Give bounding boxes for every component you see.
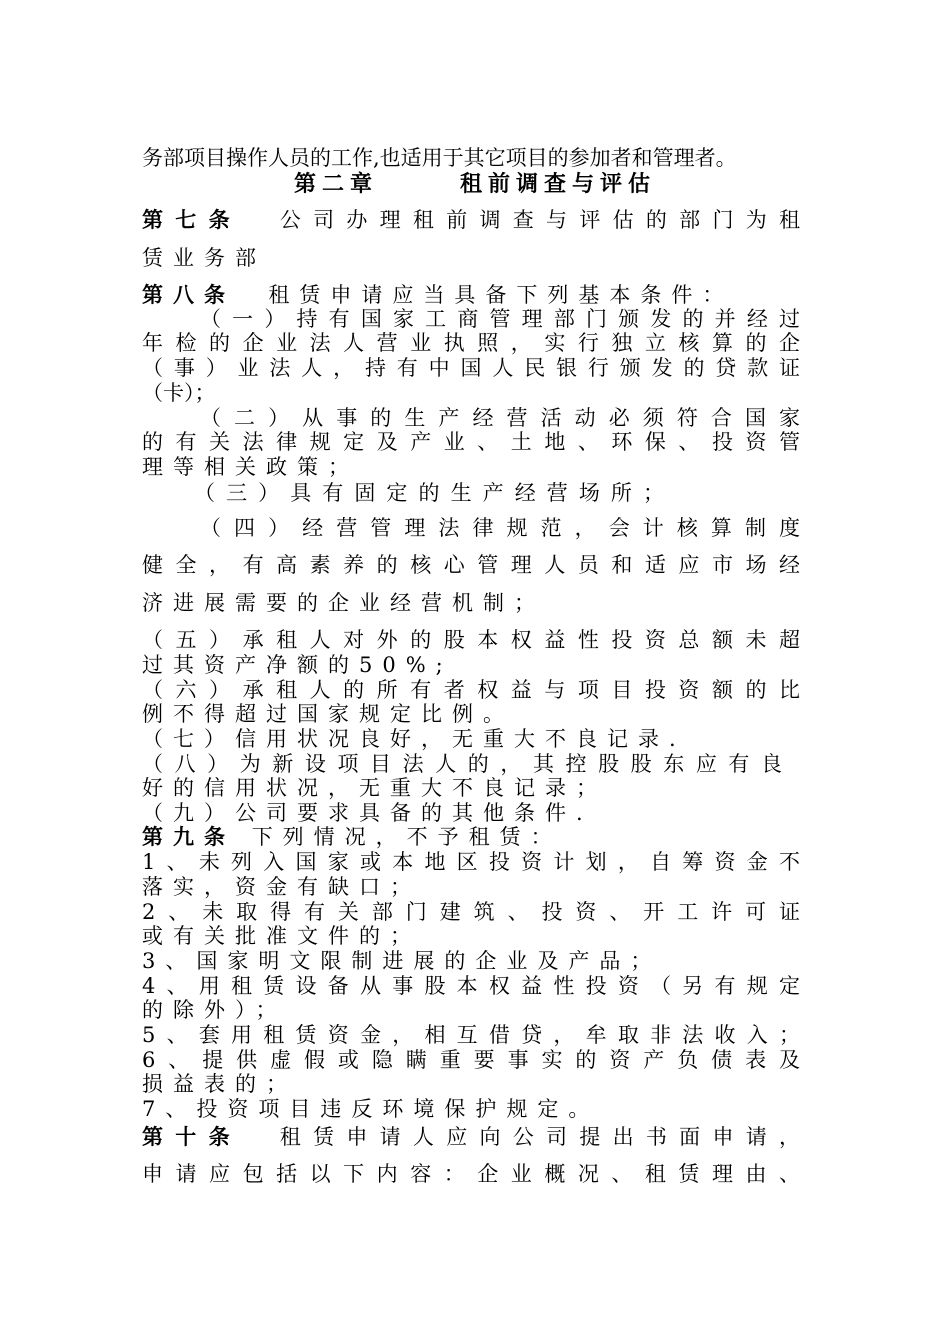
condition-line: 例不得超过国家规定比例。 <box>142 702 514 726</box>
article-7-continuation: 赁业务部 <box>142 246 266 270</box>
list-item-line: 落实，资金有缺口； <box>142 875 421 899</box>
list-item-line: 或有关批准文件的； <box>142 924 421 948</box>
condition-line: 年检的企业法人营业执照，实行独立核算的企 <box>142 331 800 355</box>
article-10-continuation: 申请应包括以下内容：企业概况、租赁理由、 <box>142 1162 800 1186</box>
condition-line: （五）承租人对外的股本权益性投资总额未超 <box>142 628 800 652</box>
condition-line: （六）承租人的所有者权益与项目投资额的比 <box>142 678 800 702</box>
condition-line: （事）业法人，持有中国人民银行颁发的贷款证 <box>142 356 800 380</box>
article-label: 第九条 <box>142 824 235 849</box>
list-item-line: 4、用租赁设备从事股本权益性投资（另有规定 <box>142 974 800 998</box>
condition-line: （一）持有国家工商管理部门颁发的并经过 <box>200 307 800 331</box>
condition-line: （二）从事的生产经营活动必须符合国家 <box>200 406 800 430</box>
article-10-line <box>142 1124 800 1150</box>
list-item-line: 损益表的； <box>142 1072 297 1096</box>
list-item-line: 3、国家明文限制进展的企业及产品； <box>142 949 662 973</box>
condition-line: （八）为新设项目法人的，其控股股东应有良 <box>142 752 782 776</box>
list-item-line: 的除外）； <box>142 998 287 1022</box>
list-item-line: 5、套用租赁资金，相互借贷，牟取非法收入； <box>142 1023 800 1047</box>
condition-line: （四）经营管理法律规范，会计核算制度 <box>200 516 800 540</box>
condition-line: 好的信用状况，无重大不良记录； <box>142 776 607 800</box>
condition-line: 济进展需要的企业经营机制； <box>142 591 545 615</box>
article-label: 第七条 <box>142 207 242 232</box>
article-label: 第十条 <box>142 1124 242 1149</box>
list-item-line: 6、提供虚假或隐瞒重要事实的资产负债表及 <box>142 1048 800 1072</box>
article-text: 租赁申请应当具备下列基本条件： <box>268 283 734 307</box>
article-8-line <box>142 282 800 308</box>
article-text: 租赁申请人应向公司提出书面申请， <box>279 1125 801 1149</box>
condition-line: （三）具有固定的生产经营场所； <box>194 481 664 505</box>
condition-line: （七）信用状况良好，无重大不良记录. <box>142 727 686 751</box>
condition-line: （九）公司要求具备的其他条件. <box>142 801 593 825</box>
condition-line: 的有关法律规定及产业、土地、环保、投资管 <box>142 430 800 454</box>
article-9-line <box>142 824 800 850</box>
condition-line: 理等相关政策； <box>142 455 359 479</box>
article-text: 下列情况，不予租赁： <box>251 825 562 849</box>
condition-line: 过其资产净额的50%; <box>142 653 453 677</box>
chapter-title: 第二章 租前调查与评估 <box>294 172 656 197</box>
article-label: 第八条 <box>142 282 235 307</box>
list-item-line: 2、未取得有关部门建筑、投资、开工许可证 <box>142 900 800 924</box>
list-item-line: 7、投资项目违反环境保护规定。 <box>142 1097 600 1121</box>
condition-line: （卡）； <box>142 381 216 405</box>
article-7-line <box>142 207 800 233</box>
condition-line: 健全，有高素养的核心管理人员和适应市场经 <box>142 553 800 577</box>
paragraph-line: 务部项目操作人员的工作,也适用于其它项目的参加者和管理者。 <box>142 146 737 170</box>
list-item-line: 1、未列入国家或本地区投资计划，自筹资金不 <box>142 850 800 874</box>
article-text: 公司办理租前调查与评估的部门为租 <box>279 208 801 232</box>
